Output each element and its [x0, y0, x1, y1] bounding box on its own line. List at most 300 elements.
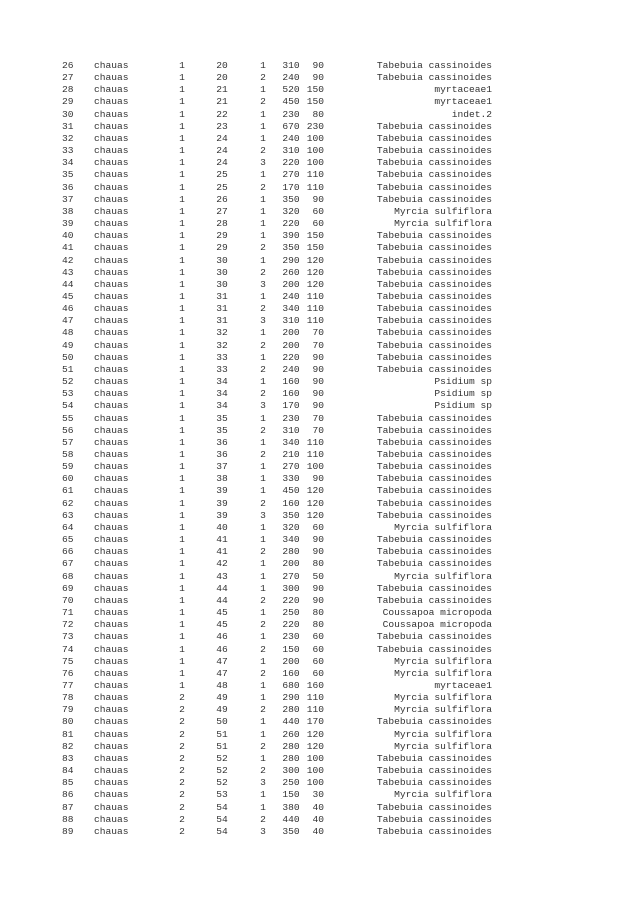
species-name: Myrcia sulfiflora: [394, 667, 492, 679]
table-row: [0, 72, 638, 84]
stem-number: 1: [260, 679, 266, 691]
tree-number: 27: [216, 205, 228, 217]
circumference-value: 390: [282, 230, 300, 242]
row-id: 86: [62, 789, 74, 801]
tree-number: 42: [216, 558, 228, 570]
site-name: chauas: [94, 230, 129, 242]
stem-number: 1: [260, 655, 266, 667]
row-id: 43: [62, 266, 74, 278]
table-row: [0, 218, 638, 230]
table-row: [0, 291, 638, 303]
species-name: Tabebuia cassinoides: [376, 412, 492, 424]
tree-number: 38: [216, 473, 228, 485]
stem-number: 1: [260, 692, 266, 704]
table-row: [0, 546, 638, 558]
plot-number: 1: [179, 376, 185, 388]
species-name: Tabebuia cassinoides: [376, 449, 492, 460]
table-row: [0, 631, 638, 643]
stem-number: 2: [260, 181, 266, 193]
table-row: [0, 96, 638, 108]
tree-number: 36: [216, 449, 228, 460]
row-id: 83: [62, 752, 74, 764]
plot-number: 1: [179, 388, 185, 400]
height-value: 90: [312, 594, 324, 606]
table-row: [0, 692, 638, 704]
stem-number: 1: [260, 108, 266, 120]
stem-number: 1: [260, 582, 266, 594]
species-name: Tabebuia cassinoides: [376, 230, 492, 242]
table-row: [0, 157, 638, 169]
row-id: 42: [62, 254, 74, 266]
height-value: 100: [306, 145, 324, 157]
height-value: 80: [312, 558, 324, 570]
plot-number: 1: [179, 412, 185, 424]
stem-number: 2: [260, 145, 266, 157]
height-value: 30: [312, 789, 324, 801]
tree-number: 41: [216, 546, 228, 558]
row-id: 29: [62, 96, 74, 108]
plot-number: 2: [179, 692, 185, 704]
circumference-value: 270: [282, 461, 300, 473]
stem-number: 1: [260, 728, 266, 740]
plot-number: 1: [179, 230, 185, 242]
circumference-value: 520: [282, 84, 300, 96]
species-name: Tabebuia cassinoides: [376, 363, 492, 375]
tree-number: 34: [216, 388, 228, 400]
height-value: 90: [312, 60, 324, 71]
plot-number: 1: [179, 594, 185, 606]
plot-number: 2: [179, 813, 185, 825]
height-value: 90: [312, 388, 324, 400]
species-name: Coussapoa micropoda: [382, 619, 492, 631]
tree-number: 32: [216, 339, 228, 351]
row-id: 58: [62, 449, 74, 460]
species-name: Tabebuia cassinoides: [376, 181, 492, 193]
height-value: 60: [312, 205, 324, 217]
circumference-value: 280: [282, 546, 300, 558]
stem-number: 1: [260, 570, 266, 582]
circumference-value: 350: [282, 825, 300, 837]
height-value: 110: [306, 692, 324, 704]
table-row: [0, 522, 638, 534]
site-name: chauas: [94, 752, 129, 764]
circumference-value: 160: [282, 376, 300, 388]
row-id: 60: [62, 473, 74, 485]
species-name: Myrcia sulfiflora: [394, 789, 492, 801]
plot-number: 1: [179, 619, 185, 631]
circumference-value: 320: [282, 521, 300, 533]
plot-number: 1: [179, 193, 185, 205]
tree-number: 53: [216, 789, 228, 801]
plot-number: 1: [179, 327, 185, 339]
table-row: [0, 656, 638, 668]
height-value: 120: [306, 254, 324, 266]
circumference-value: 230: [282, 108, 300, 120]
site-name: chauas: [94, 388, 129, 400]
stem-number: 1: [260, 752, 266, 764]
table-row: [0, 449, 638, 461]
row-id: 71: [62, 607, 74, 619]
plot-number: 1: [179, 473, 185, 485]
site-name: chauas: [94, 619, 129, 631]
site-name: chauas: [94, 218, 129, 230]
height-value: 110: [306, 290, 324, 302]
table-row: [0, 230, 638, 242]
tree-number: 32: [216, 327, 228, 339]
species-name: Tabebuia cassinoides: [376, 266, 492, 278]
site-name: chauas: [94, 351, 129, 363]
stem-number: 1: [260, 376, 266, 388]
tree-number: 31: [216, 315, 228, 327]
species-name: Tabebuia cassinoides: [376, 424, 492, 436]
site-name: chauas: [94, 643, 129, 655]
row-id: 26: [62, 60, 74, 71]
row-id: 69: [62, 582, 74, 594]
table-row: [0, 498, 638, 510]
plot-number: 1: [179, 363, 185, 375]
plot-number: 1: [179, 485, 185, 497]
tree-number: 34: [216, 400, 228, 412]
height-value: 60: [312, 667, 324, 679]
tree-number: 48: [216, 679, 228, 691]
row-id: 32: [62, 132, 74, 144]
table-row: [0, 364, 638, 376]
site-name: chauas: [94, 473, 129, 485]
plot-number: 2: [179, 752, 185, 764]
table-row: [0, 741, 638, 753]
stem-number: 2: [260, 242, 266, 254]
stem-number: 3: [260, 777, 266, 789]
row-id: 72: [62, 619, 74, 631]
plot-number: 1: [179, 546, 185, 558]
plot-number: 1: [179, 169, 185, 181]
tree-number: 29: [216, 230, 228, 242]
site-name: chauas: [94, 582, 129, 594]
plot-number: 2: [179, 825, 185, 837]
height-value: 40: [312, 813, 324, 825]
row-id: 59: [62, 461, 74, 473]
circumference-value: 240: [282, 132, 300, 144]
circumference-value: 170: [282, 181, 300, 193]
table-row: [0, 267, 638, 279]
species-name: indet.2: [451, 108, 492, 120]
plot-number: 1: [179, 60, 185, 71]
species-name: Myrcia sulfiflora: [394, 704, 492, 716]
site-name: chauas: [94, 728, 129, 740]
height-value: 110: [306, 449, 324, 460]
stem-number: 1: [260, 132, 266, 144]
plot-number: 2: [179, 728, 185, 740]
circumference-value: 310: [282, 60, 300, 71]
site-name: chauas: [94, 449, 129, 460]
tree-number: 34: [216, 376, 228, 388]
circumference-value: 340: [282, 303, 300, 315]
table-row: [0, 802, 638, 814]
species-name: Tabebuia cassinoides: [376, 72, 492, 84]
height-value: 90: [312, 534, 324, 546]
species-name: Myrcia sulfiflora: [394, 740, 492, 752]
row-id: 74: [62, 643, 74, 655]
species-name: Tabebuia cassinoides: [376, 145, 492, 157]
height-value: 90: [312, 400, 324, 412]
height-value: 120: [306, 266, 324, 278]
stem-number: 2: [260, 266, 266, 278]
species-name: Myrcia sulfiflora: [394, 655, 492, 667]
table-row: [0, 789, 638, 801]
height-value: 60: [312, 631, 324, 643]
species-name: Tabebuia cassinoides: [376, 132, 492, 144]
tree-number: 40: [216, 521, 228, 533]
table-row: [0, 84, 638, 96]
height-value: 120: [306, 278, 324, 290]
row-id: 78: [62, 692, 74, 704]
table-row: [0, 352, 638, 364]
tree-number: 46: [216, 643, 228, 655]
site-name: chauas: [94, 716, 129, 728]
row-id: 65: [62, 534, 74, 546]
circumference-value: 290: [282, 692, 300, 704]
table-row: [0, 619, 638, 631]
plot-number: 1: [179, 157, 185, 169]
site-name: chauas: [94, 363, 129, 375]
plot-number: 1: [179, 521, 185, 533]
row-id: 88: [62, 813, 74, 825]
circumference-value: 250: [282, 777, 300, 789]
tree-number: 54: [216, 825, 228, 837]
row-id: 56: [62, 424, 74, 436]
species-name: Tabebuia cassinoides: [376, 290, 492, 302]
row-id: 41: [62, 242, 74, 254]
table-row: [0, 340, 638, 352]
table-row: [0, 400, 638, 412]
site-name: chauas: [94, 813, 129, 825]
tree-number: 41: [216, 534, 228, 546]
plot-number: 1: [179, 582, 185, 594]
site-name: chauas: [94, 436, 129, 448]
tree-number: 24: [216, 145, 228, 157]
stem-number: 2: [260, 96, 266, 108]
stem-number: 2: [260, 704, 266, 716]
species-name: Tabebuia cassinoides: [376, 765, 492, 777]
site-name: chauas: [94, 667, 129, 679]
site-name: chauas: [94, 570, 129, 582]
site-name: chauas: [94, 303, 129, 315]
species-name: Tabebuia cassinoides: [376, 339, 492, 351]
site-name: chauas: [94, 72, 129, 84]
site-name: chauas: [94, 655, 129, 667]
species-name: Myrcia sulfiflora: [394, 570, 492, 582]
site-name: chauas: [94, 266, 129, 278]
stem-number: 2: [260, 765, 266, 777]
site-name: chauas: [94, 692, 129, 704]
height-value: 80: [312, 607, 324, 619]
stem-number: 3: [260, 400, 266, 412]
site-name: chauas: [94, 424, 129, 436]
species-name: myrtaceae1: [434, 84, 492, 96]
circumference-value: 200: [282, 558, 300, 570]
tree-number: 33: [216, 363, 228, 375]
row-id: 77: [62, 679, 74, 691]
stem-number: 3: [260, 315, 266, 327]
height-value: 150: [306, 230, 324, 242]
plot-number: 1: [179, 254, 185, 266]
species-name: Tabebuia cassinoides: [376, 643, 492, 655]
row-id: 63: [62, 509, 74, 521]
species-name: Tabebuia cassinoides: [376, 242, 492, 254]
tree-number: 44: [216, 594, 228, 606]
circumference-value: 310: [282, 145, 300, 157]
species-name: Tabebuia cassinoides: [376, 303, 492, 315]
tree-number: 49: [216, 704, 228, 716]
height-value: 90: [312, 582, 324, 594]
height-value: 110: [306, 181, 324, 193]
plot-number: 1: [179, 205, 185, 217]
species-name: Tabebuia cassinoides: [376, 327, 492, 339]
plot-number: 1: [179, 436, 185, 448]
table-row: [0, 109, 638, 121]
table-row: [0, 206, 638, 218]
row-id: 81: [62, 728, 74, 740]
row-id: 36: [62, 181, 74, 193]
plot-number: 2: [179, 704, 185, 716]
tree-number: 31: [216, 290, 228, 302]
circumference-value: 220: [282, 594, 300, 606]
row-id: 52: [62, 376, 74, 388]
site-name: chauas: [94, 497, 129, 509]
tree-number: 29: [216, 242, 228, 254]
species-name: Myrcia sulfiflora: [394, 728, 492, 740]
circumference-value: 290: [282, 254, 300, 266]
plot-number: 1: [179, 242, 185, 254]
row-id: 62: [62, 497, 74, 509]
row-id: 48: [62, 327, 74, 339]
tree-number: 35: [216, 412, 228, 424]
plot-number: 1: [179, 218, 185, 230]
height-value: 50: [312, 570, 324, 582]
height-value: 90: [312, 193, 324, 205]
stem-number: 2: [260, 546, 266, 558]
circumference-value: 220: [282, 619, 300, 631]
tree-number: 37: [216, 461, 228, 473]
plot-number: 1: [179, 351, 185, 363]
plot-number: 1: [179, 303, 185, 315]
stem-number: 1: [260, 789, 266, 801]
tree-number: 23: [216, 120, 228, 132]
species-name: Tabebuia cassinoides: [376, 485, 492, 497]
row-id: 55: [62, 412, 74, 424]
stem-number: 2: [260, 424, 266, 436]
tree-number: 20: [216, 60, 228, 71]
row-id: 34: [62, 157, 74, 169]
stem-number: 1: [260, 230, 266, 242]
table-row: [0, 121, 638, 133]
species-name: Tabebuia cassinoides: [376, 631, 492, 643]
site-name: chauas: [94, 594, 129, 606]
table-row: [0, 315, 638, 327]
height-value: 120: [306, 497, 324, 509]
height-value: 40: [312, 801, 324, 813]
circumference-value: 230: [282, 631, 300, 643]
table-row: [0, 461, 638, 473]
table-row: [0, 242, 638, 254]
row-id: 35: [62, 169, 74, 181]
plot-number: 2: [179, 789, 185, 801]
circumference-value: 440: [282, 813, 300, 825]
circumference-value: 220: [282, 157, 300, 169]
table-row: [0, 510, 638, 522]
species-name: Tabebuia cassinoides: [376, 716, 492, 728]
height-value: 110: [306, 315, 324, 327]
height-value: 80: [312, 619, 324, 631]
circumference-value: 380: [282, 801, 300, 813]
species-name: Tabebuia cassinoides: [376, 497, 492, 509]
species-name: Coussapoa micropoda: [382, 607, 492, 619]
stem-number: 1: [260, 716, 266, 728]
site-name: chauas: [94, 801, 129, 813]
stem-number: 1: [260, 218, 266, 230]
height-value: 80: [312, 108, 324, 120]
plot-number: 2: [179, 765, 185, 777]
height-value: 150: [306, 84, 324, 96]
row-id: 57: [62, 436, 74, 448]
table-row: [0, 814, 638, 826]
table-row: [0, 729, 638, 741]
stem-number: 1: [260, 254, 266, 266]
row-id: 47: [62, 315, 74, 327]
stem-number: 1: [260, 607, 266, 619]
row-id: 27: [62, 72, 74, 84]
stem-number: 2: [260, 813, 266, 825]
tree-number: 46: [216, 631, 228, 643]
tree-number: 25: [216, 181, 228, 193]
plot-number: 1: [179, 461, 185, 473]
height-value: 90: [312, 376, 324, 388]
row-id: 28: [62, 84, 74, 96]
site-name: chauas: [94, 546, 129, 558]
site-name: chauas: [94, 205, 129, 217]
circumference-value: 230: [282, 412, 300, 424]
row-id: 38: [62, 205, 74, 217]
height-value: 100: [306, 765, 324, 777]
tree-number: 54: [216, 813, 228, 825]
circumference-value: 350: [282, 242, 300, 254]
site-name: chauas: [94, 96, 129, 108]
circumference-value: 170: [282, 400, 300, 412]
plot-number: 1: [179, 497, 185, 509]
stem-number: 1: [260, 521, 266, 533]
site-name: chauas: [94, 327, 129, 339]
circumference-value: 340: [282, 436, 300, 448]
height-value: 110: [306, 303, 324, 315]
stem-number: 1: [260, 558, 266, 570]
table-row: [0, 194, 638, 206]
plot-number: 1: [179, 679, 185, 691]
species-name: Psidium sp: [434, 376, 492, 388]
species-name: Tabebuia cassinoides: [376, 801, 492, 813]
height-value: 150: [306, 96, 324, 108]
circumference-value: 220: [282, 218, 300, 230]
circumference-value: 280: [282, 752, 300, 764]
circumference-value: 680: [282, 679, 300, 691]
plot-number: 2: [179, 740, 185, 752]
stem-number: 2: [260, 594, 266, 606]
plot-number: 1: [179, 96, 185, 108]
circumference-value: 330: [282, 473, 300, 485]
tree-number: 24: [216, 157, 228, 169]
species-name: Tabebuia cassinoides: [376, 254, 492, 266]
tree-number: 45: [216, 619, 228, 631]
row-id: 37: [62, 193, 74, 205]
